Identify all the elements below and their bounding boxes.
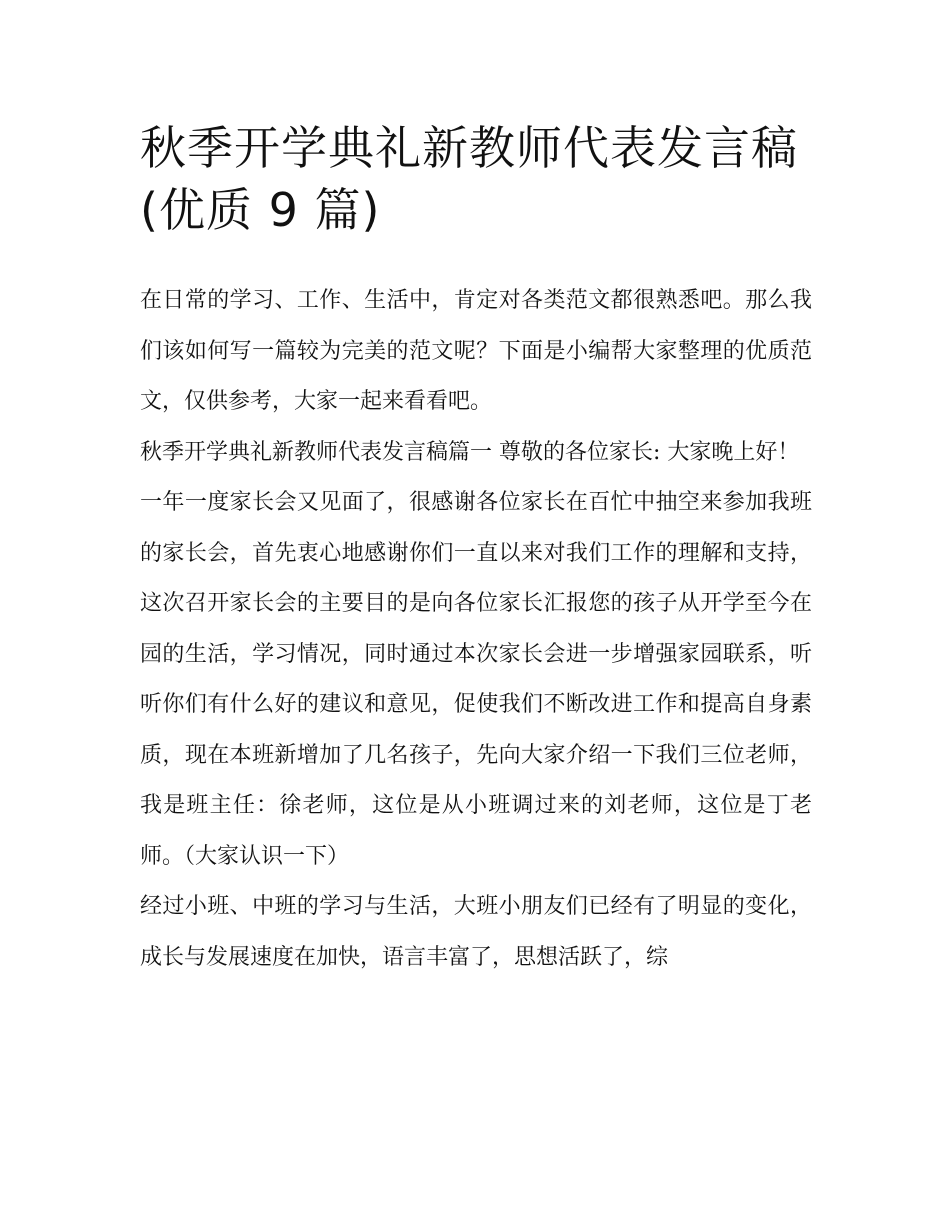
paragraph-progress: 经过小班、中班的学习与生活，大班小朋友们已经有了明显的变化，成长与发展速度在加快，语言丰富了，思想活跃了，综 bbox=[140, 894, 812, 970]
paragraph-meeting: 一年一度家长会又见面了，很感谢各位家长在百忙中抽空来参加我班的家长会，首先衷心地感谢你们一直以来对我们工作的理解和支持，这次召开家长会的主要目的是向各位家长汇报您的孩子从开学至今在园的生活，学习情况，同时通过本次家长会进一步增强家园联系，听听你们有什么好的建议和意见，促使我们不断改进工作和提高自身素质，现在本班新增加了几名孩子，先向大家介绍一下我们三位老师，我是班主任：徐老师，这位是从小班调过来的刘老师，这位是丁老师。（大家认识一下） bbox=[140, 490, 812, 869]
paragraph-greeting: 秋季开学典礼新教师代表发言稿篇一 尊敬的各位家长: 大家晚上好！ bbox=[140, 439, 800, 465]
document-body bbox=[140, 276, 812, 983]
paragraph-intro: 在日常的学习、工作、生活中，肯定对各类范文都很熟悉吧。那么我们该如何写一篇较为完美的范文呢？下面是小编帮大家整理的优质范文，仅供参考，大家一起来看看吧。 bbox=[140, 288, 812, 414]
document-title: 秋季开学典礼新教师代表发言稿(优质 9 篇) bbox=[140, 121, 798, 237]
